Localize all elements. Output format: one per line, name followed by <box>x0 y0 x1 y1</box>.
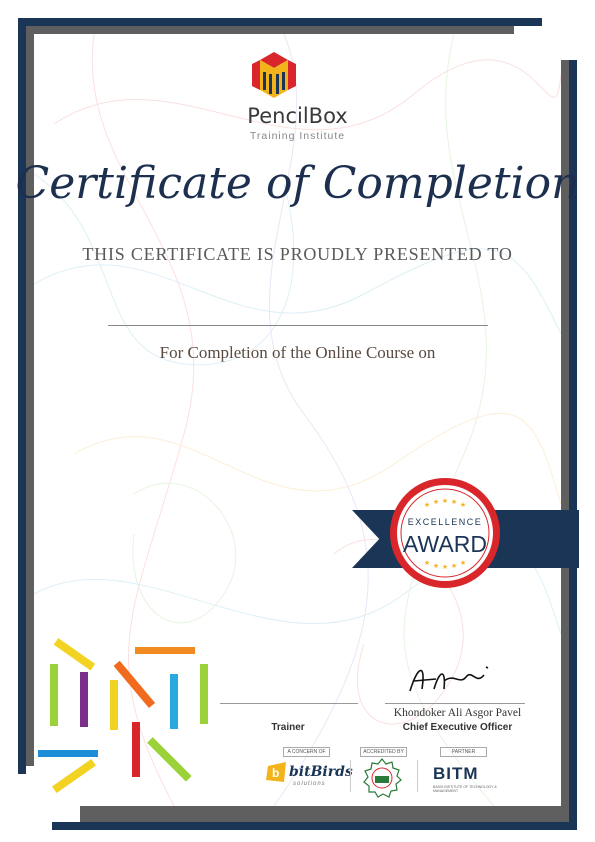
svg-text:★: ★ <box>441 563 449 571</box>
concern-label: A CONCERN OF <box>283 747 330 757</box>
svg-text:★: ★ <box>459 559 467 567</box>
pencilbox-logo-icon <box>244 52 304 102</box>
frame-top-navy <box>18 18 542 26</box>
ceo-title: Chief Executive Officer <box>402 722 513 733</box>
bitm-logo: BITM <box>433 764 479 783</box>
svg-text:b: b <box>272 766 280 780</box>
accredited-label: ACCREDITED BY <box>360 747 407 757</box>
partner-divider-2 <box>417 760 418 792</box>
bitm-subtitle: BASIS INSTITUTE OF TECHNOLOGY & MANAGEMENT <box>433 785 497 793</box>
certificate-title: Certificate of Completion <box>15 158 580 209</box>
partner-divider-1 <box>350 760 351 792</box>
svg-text:★: ★ <box>459 501 467 509</box>
award-line1: EXCELLENCE <box>407 517 483 527</box>
frame-left-navy <box>18 18 26 774</box>
brand-tagline: Training Institute <box>249 130 346 142</box>
svg-text:★: ★ <box>441 497 449 505</box>
course-text: For Completion of the Online Course on <box>159 343 436 362</box>
svg-text:★: ★ <box>450 498 458 506</box>
svg-text:★: ★ <box>450 562 458 570</box>
svg-text:★: ★ <box>432 498 440 506</box>
svg-text:★: ★ <box>423 559 431 567</box>
trainer-label: Trainer <box>271 722 305 733</box>
frame-bottom-navy <box>52 822 577 830</box>
svg-text:★: ★ <box>423 501 431 509</box>
bitbirds-sub: solutions <box>293 781 326 787</box>
bitbirds-name: bitBirds <box>289 764 353 780</box>
ceo-name: Khondoker Ali Asgor Pavel <box>393 707 522 719</box>
frame-bottom-gray <box>80 806 569 822</box>
accreditation-seal-icon <box>362 758 402 798</box>
partner-label: PARTNER <box>440 747 487 757</box>
bitbirds-logo-icon <box>266 762 288 782</box>
svg-text:★: ★ <box>432 562 440 570</box>
certificate-subtitle: THIS CERTIFICATE IS PROUDLY PRESENTED TO <box>82 244 513 264</box>
colored-pencils-illustration <box>30 612 220 802</box>
brand-name: PencilBox <box>247 104 348 128</box>
award-line2: AWARD <box>403 531 487 557</box>
recipient-name-line <box>108 325 488 326</box>
ceo-signature-line <box>385 703 525 704</box>
frame-top-gray <box>26 26 514 34</box>
trainer-signature-line <box>220 703 358 704</box>
ceo-signature-image <box>400 655 500 701</box>
